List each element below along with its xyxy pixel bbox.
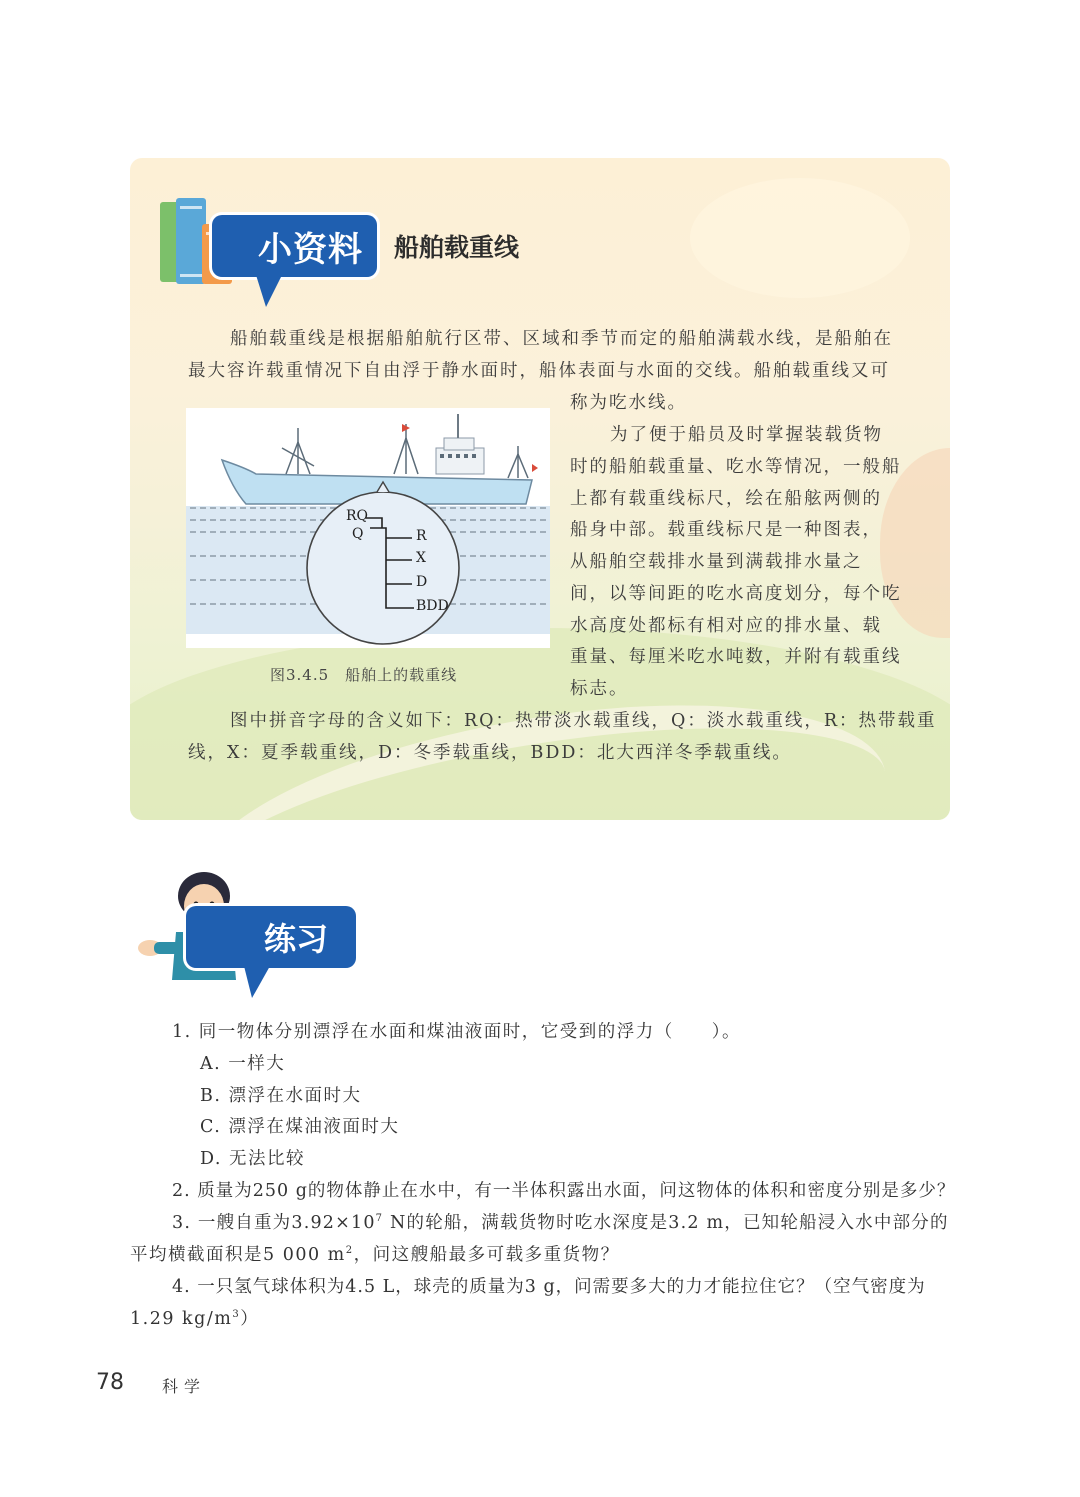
paragraph-line: 称为吃水线。	[570, 393, 687, 413]
question-3-line-1: 3. 一艘自重为$3.92\times 10^7$ N的轮船，满载货物时吃水深度是3.2 m，已知轮船浸入水中部分的	[172, 1213, 949, 1233]
question-2: 2. 质量为250 g的物体静止在水中，有一半体积露出水面，问这物体的体积和密度分别是多少？	[172, 1181, 956, 1201]
question-4-line-1: 4. 一只氢气球体积为4.5 L，球壳的质量为3 g，问需要多大的力才能拉住它？（空气密度为	[172, 1277, 926, 1297]
paragraph-line: 船舶载重线是根据船舶航行区带、区域和季节而定的船舶满载水线，是船舶在	[230, 329, 893, 349]
label-x: X	[416, 550, 426, 566]
label-d: D	[416, 574, 428, 590]
ship-load-line-figure	[186, 408, 550, 648]
background-sun	[690, 178, 910, 298]
paragraph-line: 从船舶空载排水量到满载排水量之	[570, 552, 863, 572]
paragraph-line: 上都有载重线标尺，绘在船舷两侧的	[570, 489, 882, 509]
page-number: 78	[96, 1370, 124, 1395]
paragraph-line: 线，X：夏季载重线，D：冬季载重线，BDD：北大西洋冬季载重线。	[188, 743, 792, 763]
paragraph-line: 船身中部。载重线标尺是一种图表，	[570, 520, 882, 540]
exercise-badge-label: 练习	[264, 920, 329, 958]
info-title: 船舶载重线	[394, 233, 520, 262]
paragraph-line: 为了便于船员及时掌握装载货物	[610, 425, 883, 445]
paragraph-line: 水高度处都标有相对应的排水量、载	[570, 616, 882, 636]
label-rq: RQ	[346, 508, 369, 524]
question-4-line-2: 1.29 $kg/m^3$）	[130, 1309, 260, 1329]
subject-label: 科学	[162, 1377, 207, 1396]
question-1-option-c: C. 漂浮在煤油液面时大	[200, 1117, 400, 1137]
question-3-line-2: 平均横截面积是5 000 $m^2$，问这艘船最多可载多重货物？	[130, 1245, 620, 1265]
figure-caption: 图3.4.5 船舶上的载重线	[270, 666, 458, 684]
paragraph-line: 时的船舶载重量、吃水等情况，一般船	[570, 457, 902, 477]
label-bdd: BDD	[416, 598, 449, 614]
question-1-option-a: A. 一样大	[200, 1054, 286, 1074]
question-1-option-d: D. 无法比较	[200, 1149, 306, 1169]
info-badge-tail	[256, 275, 282, 307]
paragraph-line: 间，以等间距的吃水高度划分，每个吃	[570, 584, 902, 604]
ship-illustration	[186, 408, 550, 648]
info-badge-label: 小资料	[258, 230, 363, 270]
paragraph-line: 图中拼音字母的含义如下：RQ：热带淡水载重线，Q：淡水载重线，R：热带载重	[230, 711, 937, 731]
exercise-badge-tail	[244, 966, 270, 998]
paragraph-line: 重量、每厘米吃水吨数，并附有载重线	[570, 647, 902, 667]
paragraph-line: 最大容许载重情况下自由浮于静水面时，船体表面与水面的交线。船舶载重线又可	[188, 361, 890, 381]
question-1-option-b: B. 漂浮在水面时大	[200, 1086, 362, 1106]
paragraph-line: 标志。	[570, 679, 629, 699]
label-q: Q	[352, 526, 364, 542]
label-r: R	[416, 528, 427, 544]
question-1: 1. 同一物体分别漂浮在水面和煤油液面时，它受到的浮力（ ）。	[172, 1022, 742, 1042]
